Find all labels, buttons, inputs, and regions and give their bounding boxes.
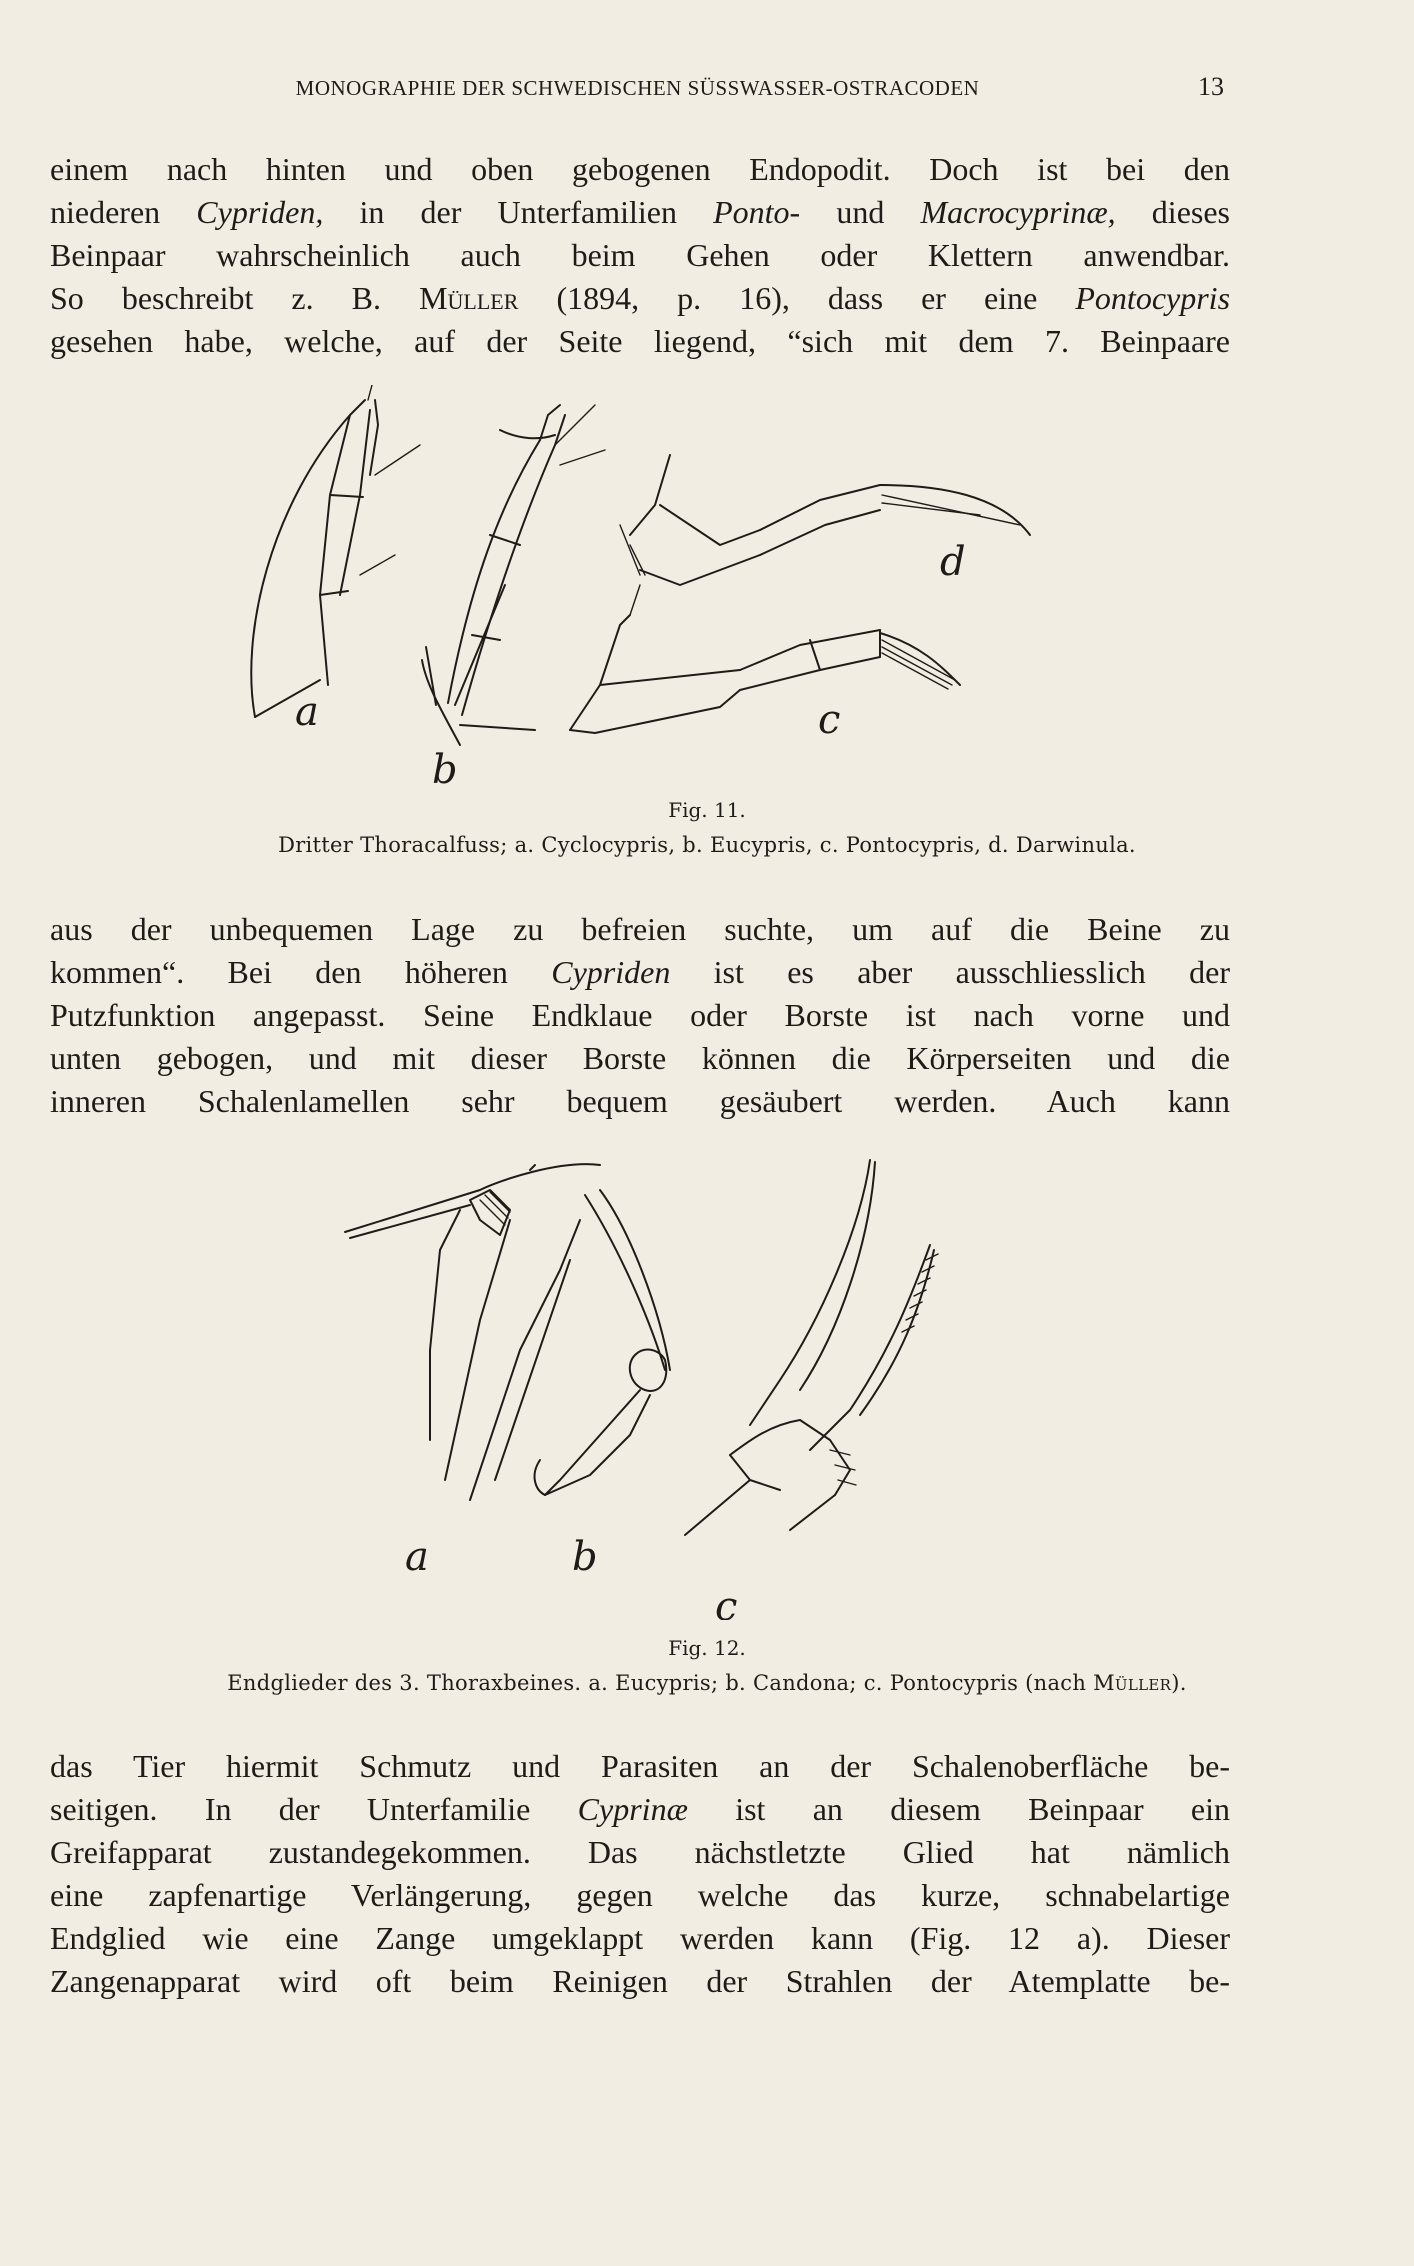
taxon-name: Ponto- <box>713 194 801 230</box>
figure-label-c: c <box>715 1584 738 1620</box>
text-line: niederen Cypriden, in der Unterfamilien Ponto- und Macrocyprinæ, dieses <box>50 194 1230 230</box>
taxon-name: Pontocypris <box>1075 280 1231 316</box>
taxon-name: Cyprinæ <box>577 1791 688 1827</box>
text-line: Beinpaar wahrscheinlich auch beim Gehen oder Klettern anwendbar. <box>50 237 1230 273</box>
figure-label-c: c <box>818 697 841 743</box>
text-line: gesehen habe, welche, auf der Seite liegend, “sich mit dem 7. Beinpaare <box>50 323 1230 359</box>
text-line: inneren Schalenlamellen sehr bequem gesäubert werden. Auch kann <box>50 1083 1230 1119</box>
taxon-name: Cypriden <box>551 954 671 990</box>
figure-12-drawing <box>330 1150 970 1620</box>
text-line: So beschreibt z. B. Müller (1894, p. 16), dass er eine Pontocypris <box>50 280 1231 316</box>
text-line: Zangenapparat wird oft beim Reinigen der Strahlen der Atemplatte be- <box>50 1963 1230 1999</box>
leg-a-drawing <box>251 385 420 735</box>
page-number: 13 <box>1198 72 1224 101</box>
figure-12-number: Fig. 12. <box>668 1636 746 1660</box>
endglied-b-drawing <box>470 1190 670 1580</box>
text-line: das Tier hiermit Schmutz und Parasiten an der Schalenoberfläche be- <box>50 1748 1230 1784</box>
figure-11-drawing <box>200 385 1100 795</box>
figure-11-number: Fig. 11. <box>668 798 746 822</box>
leg-b-drawing <box>422 405 605 793</box>
leg-c-drawing <box>570 585 960 743</box>
text-line: aus der unbequemen Lage zu befreien suchte, um auf die Beine zu <box>50 911 1230 947</box>
text-line: kommen“. Bei den höheren Cypriden ist es aber ausschliesslich der <box>50 954 1231 990</box>
text-line: Greifapparat zustandegekommen. Das nächstletzte Glied hat nämlich <box>50 1834 1230 1870</box>
paragraph-3 <box>50 1745 1230 2003</box>
figure-label-a: a <box>405 1534 429 1580</box>
figure-11-caption: Dritter Thoracalfuss; a. Cyclocypris, b. Eucypris, c. Pontocypris, d. Darwinula. <box>278 833 1136 857</box>
figure-label-b: b <box>432 747 458 793</box>
paragraph-2 <box>50 908 1230 1123</box>
text-line: einem nach hinten und oben gebogenen Endopodit. Doch ist bei den <box>50 151 1230 187</box>
leg-d-drawing <box>620 455 1030 585</box>
text-line: seitigen. In der Unterfamilie Cyprinæ ist an diesem Beinpaar ein <box>50 1791 1231 1827</box>
figure-label-d: d <box>940 539 966 585</box>
text-line: Putzfunktion angepasst. Seine Endklaue oder Borste ist nach vorne und <box>50 997 1230 1033</box>
running-header: MONOGRAPHIE DER SCHWEDISCHEN SÜSSWASSER-OSTRACODEN <box>295 76 980 100</box>
text-line: eine zapfenartige Verlängerung, gegen welche das kurze, schnabelartige <box>50 1877 1230 1913</box>
taxon-name: Cypriden, <box>196 194 324 230</box>
figure-label-b: b <box>572 1534 598 1580</box>
endglied-a-drawing <box>345 1164 600 1580</box>
author-name: Müller <box>1093 1671 1172 1695</box>
figure-12-caption: Endglieder des 3. Thoraxbeines. a. Eucypris; b. Candona; c. Pontocypris (nach Müller). <box>227 1671 1187 1695</box>
endglied-c-drawing <box>685 1160 938 1620</box>
figure-label-a: a <box>295 689 319 735</box>
taxon-name: Macrocyprinæ, <box>920 194 1116 230</box>
author-name: Müller <box>419 280 519 316</box>
text-line: Endglied wie eine Zange umgeklappt werden kann (Fig. 12 a). Dieser <box>50 1920 1230 1956</box>
paragraph-1 <box>50 148 1230 363</box>
text-line: unten gebogen, und mit dieser Borste können die Körperseiten und die <box>50 1040 1230 1076</box>
